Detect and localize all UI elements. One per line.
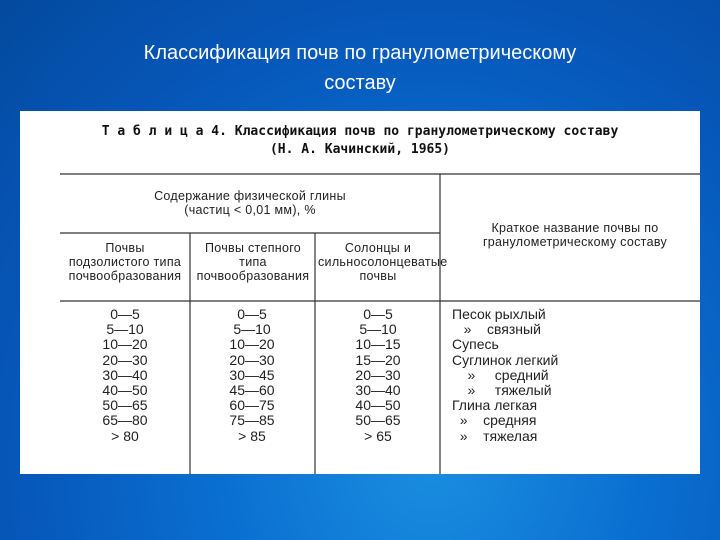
cell-soil-name: Глина легкая bbox=[452, 397, 538, 414]
cell-podzolic: 65—80 bbox=[102, 412, 148, 429]
slide-title-line1: Классификация почв по гранулометрическому bbox=[143, 42, 577, 64]
cell-soil-name: » тяжелый bbox=[452, 382, 552, 399]
cell-solonetz: 15—20 bbox=[355, 351, 401, 368]
cell-solonetz: 30—40 bbox=[355, 382, 401, 399]
cell-podzolic: 30—40 bbox=[102, 366, 148, 383]
cell-soil-name: Суглинок легкий bbox=[452, 351, 559, 368]
cell-podzolic: 50—65 bbox=[102, 397, 148, 414]
col-header-solonetz: Солонцы и сильносолонцеватые почвы bbox=[318, 241, 448, 283]
cell-steppe: 75—85 bbox=[229, 412, 275, 429]
table-caption bbox=[20, 123, 700, 159]
column-podzolic bbox=[85, 307, 165, 444]
table-caption-line2: (Н. А. Качинский, 1965) bbox=[269, 142, 450, 157]
cell-solonetz: > 65 bbox=[364, 427, 392, 444]
column-steppe bbox=[212, 307, 292, 444]
table-scan bbox=[20, 111, 700, 474]
slide-title-line2: составу bbox=[324, 72, 396, 94]
cell-solonetz: 40—50 bbox=[355, 397, 401, 414]
cell-soil-name: » средняя bbox=[452, 412, 537, 429]
header-name: Краткое название почвы по гранулометрическому составу bbox=[482, 221, 668, 249]
cell-steppe: 30—45 bbox=[229, 366, 275, 383]
cell-soil-name: Песок рыхлый bbox=[452, 306, 546, 322]
column-soil-name bbox=[452, 307, 692, 444]
cell-soil-name: » средний bbox=[452, 366, 549, 383]
cell-podzolic: 0—5 bbox=[110, 306, 140, 322]
cell-solonetz: 5—10 bbox=[359, 321, 397, 338]
slide-title bbox=[0, 38, 720, 98]
cell-podzolic: 10—20 bbox=[102, 336, 148, 353]
column-solonetz bbox=[338, 307, 418, 444]
cell-podzolic: > 80 bbox=[111, 427, 139, 444]
cell-steppe: 0—5 bbox=[237, 306, 267, 322]
col-header-steppe: Почвы степного типа почвообразования bbox=[196, 241, 310, 283]
cell-soil-name: » связный bbox=[452, 321, 541, 338]
cell-podzolic: 5—10 bbox=[106, 321, 144, 338]
cell-soil-name: » тяжелая bbox=[452, 427, 538, 444]
cell-steppe: 60—75 bbox=[229, 397, 275, 414]
header-clay: Содержание физической глины (частиц < 0,01 мм), % bbox=[154, 189, 346, 217]
table-caption-line1: Т а б л и ц а 4. Классификация почв по гранулометрическому составу bbox=[101, 124, 619, 139]
cell-steppe: 10—20 bbox=[229, 336, 275, 353]
cell-steppe: > 85 bbox=[238, 427, 266, 444]
col-header-podzolic: Почвы подзолистого типа почвообразования bbox=[68, 241, 182, 283]
cell-steppe: 45—60 bbox=[229, 382, 275, 399]
cell-solonetz: 50—65 bbox=[355, 412, 401, 429]
cell-steppe: 20—30 bbox=[229, 351, 275, 368]
cell-soil-name: Супесь bbox=[452, 336, 499, 353]
cell-solonetz: 10—15 bbox=[355, 336, 401, 353]
cell-solonetz: 0—5 bbox=[363, 306, 393, 322]
cell-podzolic: 20—30 bbox=[102, 351, 148, 368]
cell-steppe: 5—10 bbox=[233, 321, 271, 338]
cell-podzolic: 40—50 bbox=[102, 382, 148, 399]
cell-solonetz: 20—30 bbox=[355, 366, 401, 383]
